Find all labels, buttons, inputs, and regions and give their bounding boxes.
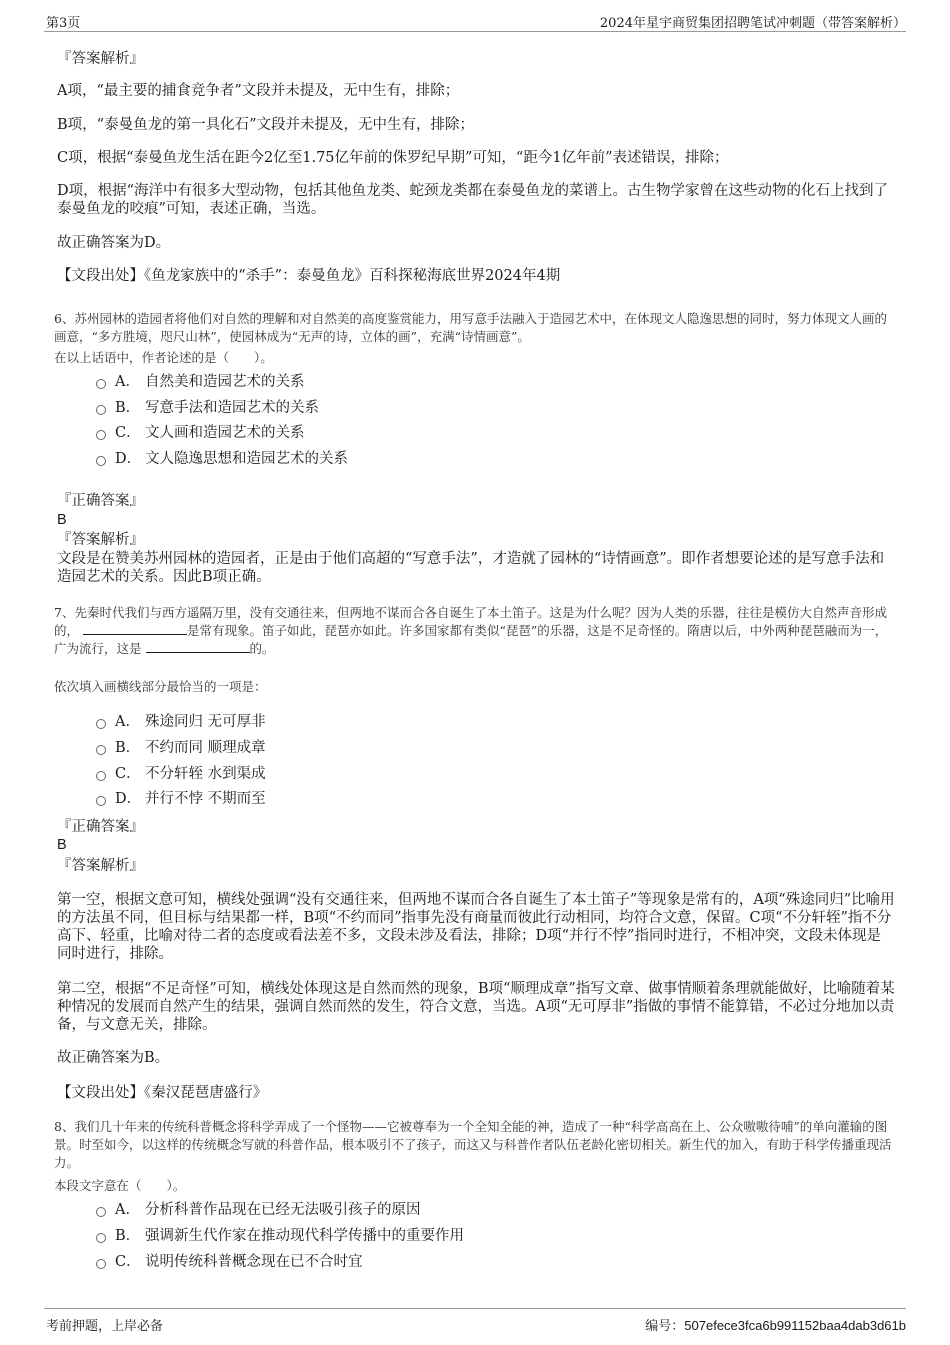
option-text: 文人隐逸思想和造园艺术的关系 — [145, 451, 348, 467]
radio-icon[interactable] — [96, 745, 106, 755]
footer-slogan: 考前押题，上岸必备 — [46, 1319, 164, 1334]
option-text: 殊途同归 无可厚非 — [145, 714, 266, 730]
q7-option-c[interactable] — [96, 765, 266, 783]
radio-icon[interactable] — [96, 405, 106, 415]
option-text: 强调新生代作家在推动现代科学传播中的重要作用 — [145, 1228, 464, 1244]
option-text: 分析科普作品现在已经无法吸引孩子的原因 — [145, 1202, 421, 1218]
q8-option-c[interactable] — [96, 1253, 363, 1271]
document-id-code: 507efece3fca6b991152baa4dab3d61b — [684, 1318, 906, 1333]
page-number: 第3页 — [46, 16, 81, 31]
q7-prompt: 依次填入画横线部分最恰当的一项是： — [54, 679, 267, 694]
option-letter: C． — [115, 766, 141, 782]
q7-option-b[interactable] — [96, 739, 266, 757]
option-letter: B． — [115, 1228, 141, 1244]
q7-source: 【文段出处】《秦汉琵琶唐盛行》 — [57, 1085, 268, 1101]
option-letter: B． — [115, 400, 141, 416]
q6-analysis-label: 『答案解析』 — [57, 532, 144, 548]
q6-option-a[interactable] — [96, 373, 305, 391]
q6-answer-label: 『正确答案』 — [57, 493, 144, 509]
option-letter: B． — [115, 740, 141, 756]
q6-stem: 6、苏州园林的造园者将他们对自然的理解和对自然美的高度鉴赏能力，用写意手法融入于造园艺术中，在体现文人隐逸思想的同时，努力体现文人画的画意，“多方胜境，咫尺山林”，使园林成为“无声的诗，立体的画”，充满“诗情画意”。 — [54, 311, 887, 344]
q7-stem — [54, 604, 896, 658]
radio-icon[interactable] — [96, 456, 106, 466]
fill-blank-1[interactable] — [83, 623, 187, 635]
document-title: 2024年星宇商贸集团招聘笔试冲刺题（带答案解析） — [599, 16, 906, 31]
document-id — [645, 1315, 906, 1334]
q5-source: 【文段出处】《鱼龙家族中的“杀手”：泰曼鱼龙》百科探秘海底世界2024年4期 — [57, 268, 561, 284]
q6-analysis: 文段是在赞美苏州园林的造园者，正是由于他们高超的“写意手法”，才造就了园林的“诗情画意”。即作者想要论述的是写意手法和造园艺术的关系。因此B项正确。 — [57, 551, 885, 585]
q7-stem-part1: 7、先秦时代我们与西方遥隔万里，没有交通往来，但两地不谋而合各自诞生了本土笛子。这是为什么呢？因为人类的乐器，往往是模仿大自然声音形成的， — [54, 605, 887, 638]
q5-analysis-line: D项，根据“海洋中有很多大型动物，包括其他鱼龙类、蛇颈龙类都在泰曼鱼龙的菜谱上。古生物学家曾在这些动物的化石上找到了泰曼鱼龙的咬痕”可知，表述正确，当选。 — [57, 183, 889, 217]
q7-answer-label: 『正确答案』 — [57, 819, 144, 835]
radio-icon[interactable] — [96, 379, 106, 389]
q6-prompt: 在以上话语中，作者论述的是（ ）。 — [54, 350, 273, 365]
option-letter: A． — [115, 1202, 140, 1218]
q7-option-a[interactable] — [96, 713, 266, 731]
q8-prompt: 本段文字意在（ ）。 — [54, 1178, 186, 1193]
q7-analysis-para2: 第二空，根据“不足奇怪”可知，横线处体现这是自然而然的现象，B项“顺理成章”指写文章、做事情顺着条理就能做好，比喻随着某种情况的发展而自然产生的结果，强调自然而然的发生，符合文意，当选。A项“无可厚非”指做的事情不能算错，不必过分地加以责备，与文意无关，排除。 — [57, 981, 895, 1033]
radio-icon[interactable] — [96, 430, 106, 440]
option-text: 并行不悖 不期而至 — [145, 791, 266, 807]
radio-icon[interactable] — [96, 1259, 106, 1269]
option-text: 不约而同 顺理成章 — [145, 740, 266, 756]
q6-option-d[interactable] — [96, 450, 348, 468]
radio-icon[interactable] — [96, 719, 106, 729]
option-letter: C． — [115, 425, 141, 441]
q5-analysis-label: 『答案解析』 — [57, 51, 144, 67]
option-text: 写意手法和造园艺术的关系 — [145, 400, 319, 416]
q7-analysis-para1: 第一空，根据文意可知，横线处强调“没有交通往来，但两地不谋而合各自诞生了本土笛子”等现象是常有的，A项“殊途同归”比喻用的方法虽不同，但目标与结果都一样，B项“不约而同”指事先没有商量而彼此行动相同，均符合文意，保留。C项“不分轩轾”指不分高下、轻重，比喻对待二者的态度或看法差不多，文段未涉及看法，排除；D项“并行不悖”指同时进行，不相冲突，文段未体现是同时进行，排除。 — [57, 892, 895, 962]
radio-icon[interactable] — [96, 1233, 106, 1243]
option-letter: D． — [115, 451, 142, 467]
radio-icon[interactable] — [96, 771, 106, 781]
page-footer — [44, 1308, 906, 1334]
option-letter: A． — [115, 714, 140, 730]
option-text: 自然美和造园艺术的关系 — [145, 374, 305, 390]
radio-icon[interactable] — [96, 796, 106, 806]
q7-option-d[interactable] — [96, 790, 266, 808]
option-text: 文人画和造园艺术的关系 — [145, 425, 305, 441]
q5-analysis-line: B项，“泰曼鱼龙的第一具化石”文段并未提及，无中生有，排除； — [57, 117, 474, 133]
q6-option-b[interactable] — [96, 399, 319, 417]
q7-stem-part2: 是常有现象。笛子如此，琵琶亦如此。许多国家都有类似“琵琶”的乐器，这是不足奇怪的。隋唐以后，中外两种琵琶融而为一，广为流行，这是 — [54, 623, 888, 656]
q5-analysis-line: A项，“最主要的捕食竞争者”文段并未提及，无中生有，排除； — [57, 83, 460, 99]
q6-answer: B — [57, 512, 67, 528]
q5-analysis-line: C项，根据“泰曼鱼龙生活在距今2亿至1.75亿年前的侏罗纪早期”可知，“距今1亿年前”表述错误，排除； — [57, 150, 729, 166]
radio-icon[interactable] — [96, 1207, 106, 1217]
option-text: 说明传统科普概念现在已不合时宜 — [145, 1254, 363, 1270]
q8-option-a[interactable] — [96, 1201, 421, 1219]
document-id-label: 编号： — [645, 1319, 685, 1334]
q7-analysis-label: 『答案解析』 — [57, 858, 144, 874]
option-letter: A． — [115, 374, 140, 390]
option-text: 不分轩轾 水到渠成 — [145, 766, 266, 782]
q6-option-c[interactable] — [96, 424, 305, 442]
option-letter: C． — [115, 1254, 141, 1270]
q8-stem: 8、我们几十年来的传统科普概念将科学弄成了一个怪物——它被尊奉为一个全知全能的神，造成了一种“科学高高在上、公众嗷嗷待哺”的单向灌输的图景。时至如今，以这样的传统概念写就的科普作品，根本吸引不了孩子，而这又与科普作者队伍老龄化密切相关。新生代的加入，有助于科学传播重现活力。 — [54, 1119, 892, 1170]
option-letter: D． — [115, 791, 142, 807]
q7-stem-part3: 的。 — [249, 641, 275, 656]
q7-answer: B — [57, 837, 67, 853]
page-header — [44, 12, 906, 32]
q5-conclusion: 故正确答案为D。 — [57, 235, 171, 251]
q7-conclusion: 故正确答案为B。 — [57, 1050, 170, 1066]
q8-option-b[interactable] — [96, 1227, 464, 1245]
fill-blank-2[interactable] — [146, 641, 250, 653]
